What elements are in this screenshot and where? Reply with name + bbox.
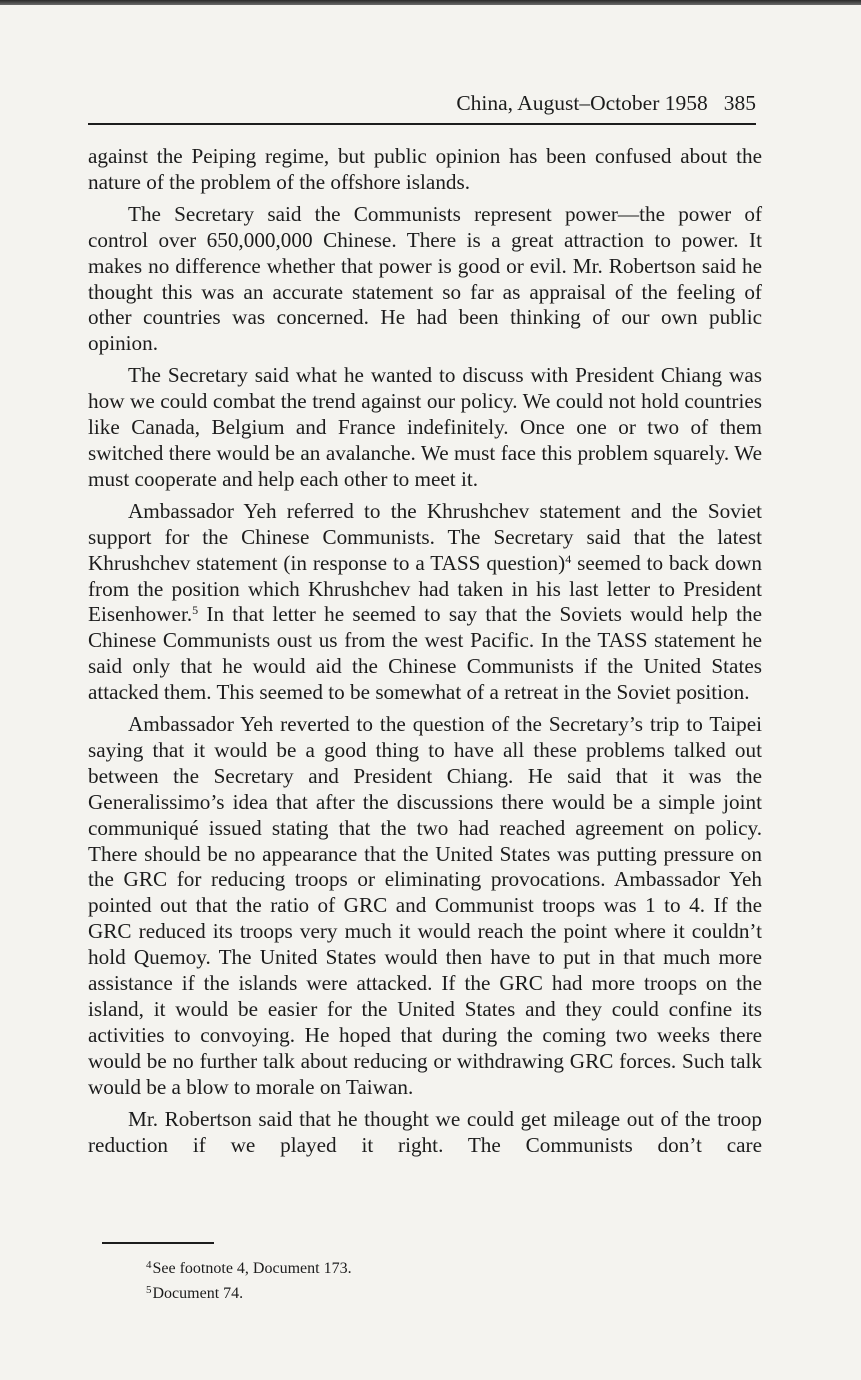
paragraph-text: In that letter he seemed to say that the Soviets would help the Chinese Communists oust us from the west Pacific. In the TASS statement he said only that he would aid the Chinese Communists if the United States attacked them. This seemed to be somewhat of a retreat in the Soviet position. [88,602,762,705]
footnote-text: See footnote 4, Document 173. [152,1260,352,1277]
paragraph [88,202,762,357]
paragraph [88,712,762,1101]
footnote-number: 5 [146,1284,152,1296]
paragraph [88,1107,762,1159]
footnote-number: 4 [146,1259,152,1271]
page-number: 385 [723,91,756,115]
scan-edge [0,0,861,5]
footnote-text: Document 74. [152,1285,244,1302]
paragraph-text: Mr. Robertson said that he thought we could get mileage out of the troop reduction if we played it right. The Communists don’t care [88,1106,762,1157]
footnotes [146,1256,746,1306]
footnote [146,1281,746,1306]
body-text [88,144,762,1164]
paragraph [88,499,762,706]
running-head [88,90,756,116]
paragraph-text: The Secretary said the Communists represent power—the power of control over 650,000,000 Chinese. There is a great attraction to power. It makes no difference whether that power is good or evil. Mr. Robertson said he thought this was an accurate statement so far as appraisal of the feeling of other countries was concerned. He had been thinking of our own public opinion. [88,201,762,356]
paragraph [88,363,762,493]
footnote [146,1256,746,1281]
footnote-ref: 4 [565,551,572,566]
footnote-ref: 5 [192,603,199,618]
header-rule [88,123,756,125]
footnote-rule [102,1242,214,1244]
running-head-title: China, August–October 1958 [456,91,708,115]
paragraph-text: against the Peiping regime, but public opinion has been confused about the nature of the problem of the offshore islands. [88,144,762,194]
paragraph-text: Ambassador Yeh referred to the Khrushchev statement and the Soviet support for the Chinese Communists. The Secretary said that the latest Khrushchev statement (in response to a TASS question) [88,498,762,575]
paragraph-text: The Secretary said what he wanted to discuss with President Chiang was how we could combat the trend against our policy. We could not hold countries like Canada, Belgium and France indefinitely. Once one or two of them switched there would be an avalanche. We must face this problem squarely. We must cooperate and help each other to meet it. [88,363,762,491]
paragraph [88,144,762,196]
paragraph-text: seemed to back down from the position which Khrushchev had taken in his last letter to President Eisenhower. [88,550,762,627]
paragraph-text: Ambassador Yeh reverted to the question of the Secretary’s trip to Taipei saying that it would be a good thing to have all these problems talked out between the Secretary and President Chiang. He said that it was the Generalissimo’s idea that after the discussions there would be a simple joint communiqué issued stating that the two had reached agreement on policy. There should be no appearance that the United States was putting pressure on the GRC for reducing troops or eliminating provocations. Ambassador Yeh pointed out that the ratio of GRC and Communist troops was 1 to 4. If the GRC reduced its troops very much it would reach the point where it couldn’t hold Quemoy. The United States would then have to put in that much more assistance if the islands were attacked. If the GRC had more troops on the island, it would be easier for the United States and they could confine its activities to convoying. He hoped that during the coming two weeks there would be no further talk about reducing or withdrawing GRC forces. Such talk would be a blow to morale on Taiwan. [88,712,762,1099]
